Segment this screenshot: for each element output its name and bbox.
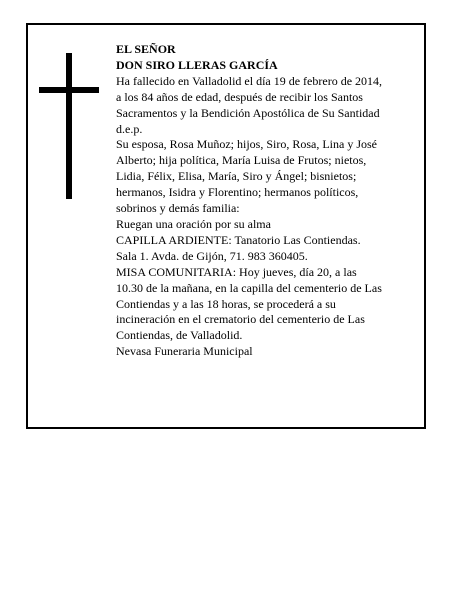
body-line: Alberto; hija política, María Luisa de Frutos; nietos, [116, 153, 367, 168]
deceased-name: DON SIRO LLERAS GARCÍA [116, 57, 278, 72]
body-line: hermanos, Isidra y Florentino; hermanos políticos, [116, 185, 359, 200]
body-line: Su esposa, Rosa Muñoz; hijos, Siro, Rosa, Lina y José [116, 137, 377, 152]
body-line: MISA COMUNITARIA: Hoy jueves, día 20, a las [116, 264, 357, 279]
body-line: a los 84 años de edad, después de recibir los Santos [116, 89, 363, 104]
body-line: Ruegan una oración por su alma [116, 216, 271, 231]
body-line: CAPILLA ARDIENTE: Tanatorio Las Contiendas. [116, 232, 361, 247]
body-line: 10.30 de la mañana, en la capilla del cementerio de Las [116, 280, 382, 295]
body-line: Sala 1. Avda. de Gijón, 71. 983 360405. [116, 248, 308, 263]
body-line: Contiendas y a las 18 horas, se procederá a su [116, 296, 336, 311]
heading-title: EL SEÑOR [116, 42, 176, 56]
body-line: Nevasa Funeraria Municipal [116, 344, 253, 359]
body-line: incineración en el crematorio del cementerio de Las [116, 312, 365, 327]
body-line: Lidia, Félix, Elisa, María, Siro y Ángel; bisnietos; [116, 169, 357, 184]
body-line: Ha fallecido en Valladolid el día 19 de febrero de 2014, [116, 73, 383, 88]
body-line: sobrinos y demás familia: [116, 201, 240, 216]
cross-horizontal-bar [39, 87, 99, 93]
body-line: Sacramentos y la Bendición Apostólica de Su Santidad [116, 105, 380, 120]
body-line: Contiendas, de Valladolid. [116, 328, 243, 343]
notice-text [116, 42, 426, 360]
body-line: d.e.p. [116, 121, 143, 136]
obituary-notice [26, 23, 426, 429]
cross-vertical-bar [66, 53, 72, 199]
